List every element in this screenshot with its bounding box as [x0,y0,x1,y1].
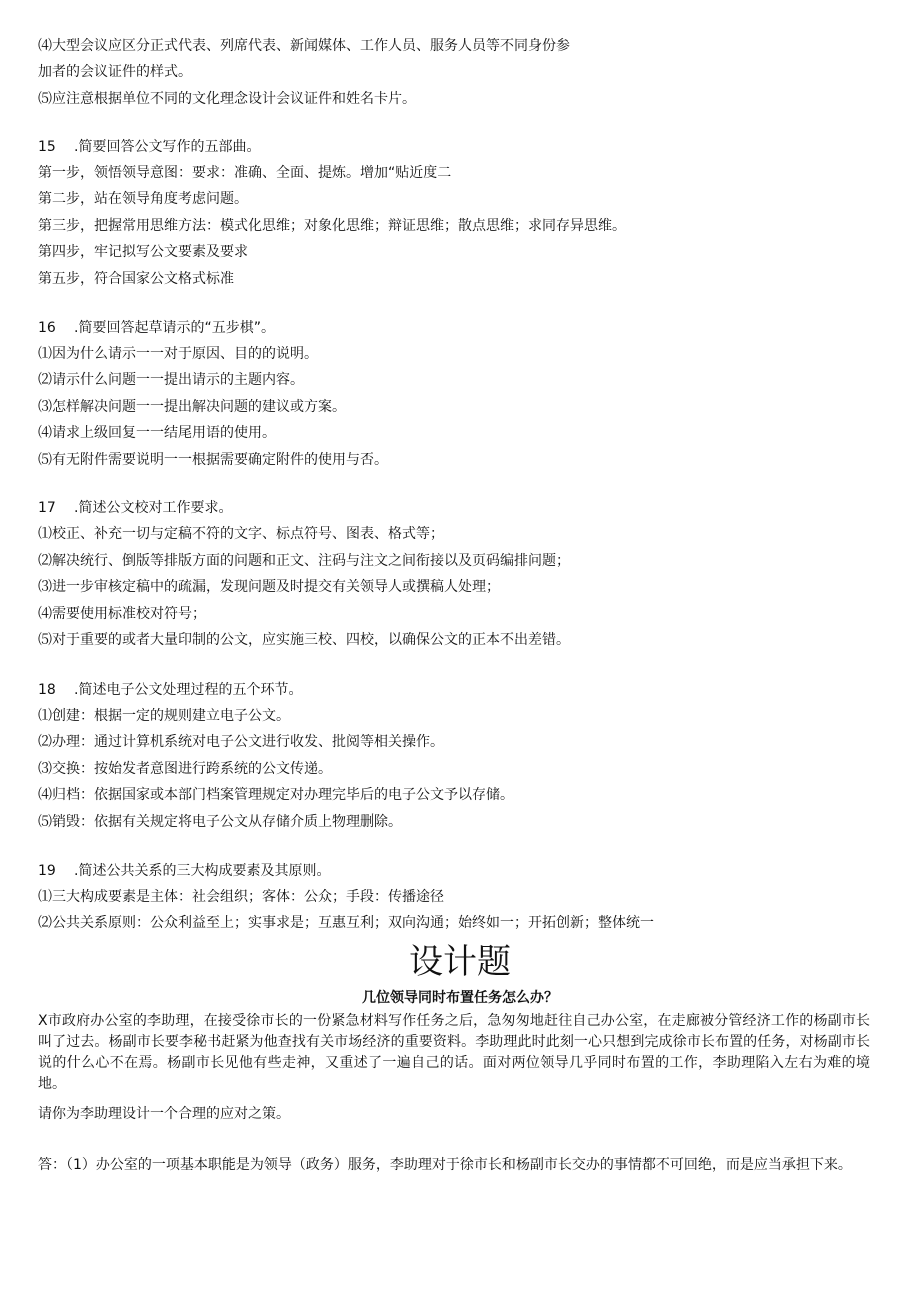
q18-title-text: .简述电子公文处理过程的五个环节。 [74,682,303,698]
q19-number: 19 [38,863,56,879]
q17-item-1: ⑴校正、补充一切与定稿不符的文字、标点符号、图表、格式等； [38,526,444,542]
q15-step-1: 第一步，领悟领导意图：要求：准确、全面、提炼。增加“贴近度二 [38,165,452,181]
q18-item-5: ⑸销毁：依据有关规定将电子公文从存储介质上物理删除。 [38,814,402,830]
design-case-paragraph: X市政府办公室的李助理，在接受徐市长的一份紧急材料写作任务之后，急匆匆地赶往自己办公室，在走廊被分管经济工作的杨副市长叫了过去。杨副市长要李秘书赶紧为他查找有关市场经济的重要资料。李助理此时此刻一心只想到完成徐市长布置的任务，对杨副市长说的什么心不在焉。杨副市长见他有些走神，又重述了一遍自己的话。面对两位领导几乎同时布置的工作，李助理陷入左右为难的境地。 [38,1013,870,1092]
q17-title-text: .简述公文校对工作要求。 [74,500,233,516]
q16-title [38,318,275,338]
q15-number: 15 [38,139,56,155]
q17-item-5: ⑸对于重要的或者大量印制的公文，应实施三校、四校，以确保公文的正本不出差错。 [38,632,570,648]
q18-item-3: ⑶交换：按始发者意图进行跨系统的公文传递。 [38,761,332,777]
q19-item-2: ⑵公共关系原则：公众利益至上；实事求是；互惠互利；双向沟通；始终如一；开拓创新；整体统一 [38,915,654,931]
q18-item-2: ⑵办理：通过计算机系统对电子公文进行收发、批阅等相关操作。 [38,734,444,750]
q19-title-text: .简述公共关系的三大构成要素及其原则。 [74,863,331,879]
q15-step-3: 第三步，把握常用思维方法：模式化思维；对象化思维；辩证思维；散点思维；求同存异思维。 [38,218,626,234]
q16-item-2: ⑵请示什么问题一一提出请示的主题内容。 [38,372,304,388]
q14-item-4-cont: 加者的会议证件的样式。 [38,64,192,80]
q16-number: 16 [38,320,56,336]
q18-number: 18 [38,682,56,698]
q16-item-3: ⑶怎样解决问题一一提出解决问题的建议或方案。 [38,399,346,415]
q17-item-2: ⑵解决统行、倒版等排版方面的问题和正文、注码与注文之间衔接以及页码编排问题； [38,553,570,569]
q17-item-4: ⑷需要使用标准校对符号； [38,606,206,622]
q18-title [38,680,302,700]
design-prompt: 请你为李助理设计一个合理的应对之策。 [38,1106,290,1122]
q17-number: 17 [38,500,56,516]
q18-item-4: ⑷归档：依据国家或本部门档案管理规定对办理完毕后的电子公文予以存储。 [38,787,514,803]
design-answer: 答：（1）办公室的一项基本职能是为领导（政务）服务，李助理对于徐市长和杨副市长交办的事情都不可回绝，而是应当承担下来。 [38,1157,852,1173]
design-subheading: 几位领导同时布置任务怎么办？ [362,990,558,1006]
q16-item-5: ⑸有无附件需要说明一一根据需要确定附件的使用与否。 [38,452,388,468]
q15-step-4: 第四步，牢记拟写公文要素及要求 [38,244,248,260]
q14-item-5: ⑸应注意根据单位不同的文化理念设计会议证件和姓名卡片。 [38,91,416,107]
q17-title [38,498,232,518]
q15-title [38,137,260,157]
q16-item-4: ⑷请求上级回复一一结尾用语的使用。 [38,425,276,441]
q16-item-1: ⑴因为什么请示一一对于原因、目的的说明。 [38,346,318,362]
q15-title-text: .简要回答公文写作的五部曲。 [74,139,261,155]
design-heading: 设计题 [409,942,511,982]
q15-step-2: 第二步，站在领导角度考虑问题。 [38,191,248,207]
q19-title [38,861,330,881]
q14-item-4: ⑷大型会议应区分正式代表、列席代表、新闻媒体、工作人员、服务人员等不同身份参 [38,38,570,54]
q15-step-5: 第五步，符合国家公文格式标准 [38,271,234,287]
q17-item-3: ⑶进一步审核定稿中的疏漏，发现问题及时提交有关领导人或撰稿人处理； [38,579,500,595]
q18-item-1: ⑴创建：根据一定的规则建立电子公文。 [38,708,290,724]
q16-title-text: .简要回答起草请示的“五步棋”。 [74,320,275,336]
q19-item-1: ⑴三大构成要素是主体：社会组织；客体：公众；手段：传播途径 [38,889,444,905]
